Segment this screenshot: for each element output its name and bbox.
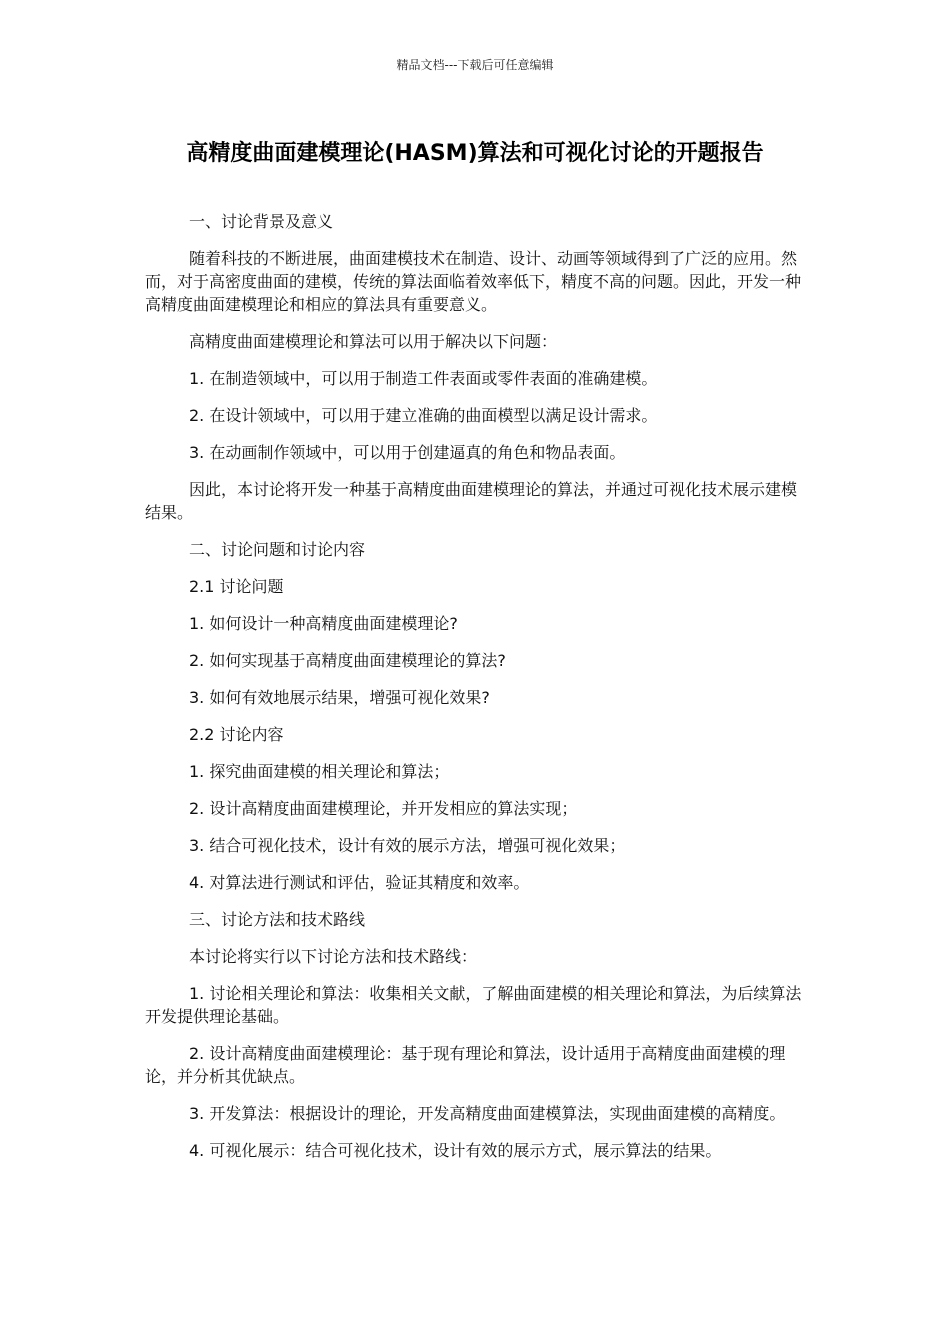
list-item: 2. 如何实现基于高精度曲面建模理论的算法? xyxy=(189,651,506,670)
list-item: 2. 设计高精度曲面建模理论：基于现有理论和算法，设计适用于高精度曲面建模的理论，并分析其优缺点。 xyxy=(145,1044,786,1086)
section-heading-problems: 二、讨论问题和讨论内容 xyxy=(189,540,366,559)
document-title: 高精度曲面建模理论(HASM)算法和可视化讨论的开题报告 xyxy=(186,141,764,166)
paragraph-intro-problems: 高精度曲面建模理论和算法可以用于解决以下问题： xyxy=(189,332,558,351)
paragraph-background: 随着科技的不断进展，曲面建模技术在制造、设计、动画等领域得到了广泛的应用。然而，对于高密度曲面的建模，传统的算法面临着效率低下，精度不高的问题。因此，开发一种高精度曲面建模理论和相应的算法具有重要意义。 xyxy=(145,249,802,314)
list-item: 3. 开发算法：根据设计的理论，开发高精度曲面建模算法，实现曲面建模的高精度。 xyxy=(189,1104,786,1123)
list-item: 4. 对算法进行测试和评估，验证其精度和效率。 xyxy=(189,873,530,892)
subsection-heading-content: 2.2 讨论内容 xyxy=(189,725,284,744)
subsection-heading-problems: 2.1 讨论问题 xyxy=(189,577,284,596)
list-item: 3. 在动画制作领域中，可以用于创建逼真的角色和物品表面。 xyxy=(189,443,626,462)
list-item: 4. 可视化展示：结合可视化技术，设计有效的展示方式，展示算法的结果。 xyxy=(189,1141,722,1160)
paragraph-conclusion: 因此，本讨论将开发一种基于高精度曲面建模理论的算法，并通过可视化技术展示建模结果。 xyxy=(145,480,798,522)
paragraph-methods-intro: 本讨论将实行以下讨论方法和技术路线： xyxy=(189,947,478,966)
section-heading-methods: 三、讨论方法和技术路线 xyxy=(189,910,366,929)
list-item: 3. 如何有效地展示结果，增强可视化效果? xyxy=(189,688,490,707)
list-item: 3. 结合可视化技术，设计有效的展示方法，增强可视化效果； xyxy=(189,836,626,855)
header-note: 精品文档---下载后可任意编辑 xyxy=(396,58,554,72)
section-heading-background: 一、讨论背景及意义 xyxy=(189,212,334,231)
list-item: 1. 讨论相关理论和算法：收集相关文献，了解曲面建模的相关理论和算法，为后续算法开发提供理论基础。 xyxy=(145,984,802,1026)
list-item: 1. 探究曲面建模的相关理论和算法； xyxy=(189,762,450,781)
list-item: 2. 在设计领域中，可以用于建立准确的曲面模型以满足设计需求。 xyxy=(189,406,658,425)
document-body xyxy=(145,210,805,1176)
list-item: 2. 设计高精度曲面建模理论，并开发相应的算法实现； xyxy=(189,799,578,818)
list-item: 1. 在制造领域中，可以用于制造工件表面或零件表面的准确建模。 xyxy=(189,369,658,388)
list-item: 1. 如何设计一种高精度曲面建模理论? xyxy=(189,614,458,633)
